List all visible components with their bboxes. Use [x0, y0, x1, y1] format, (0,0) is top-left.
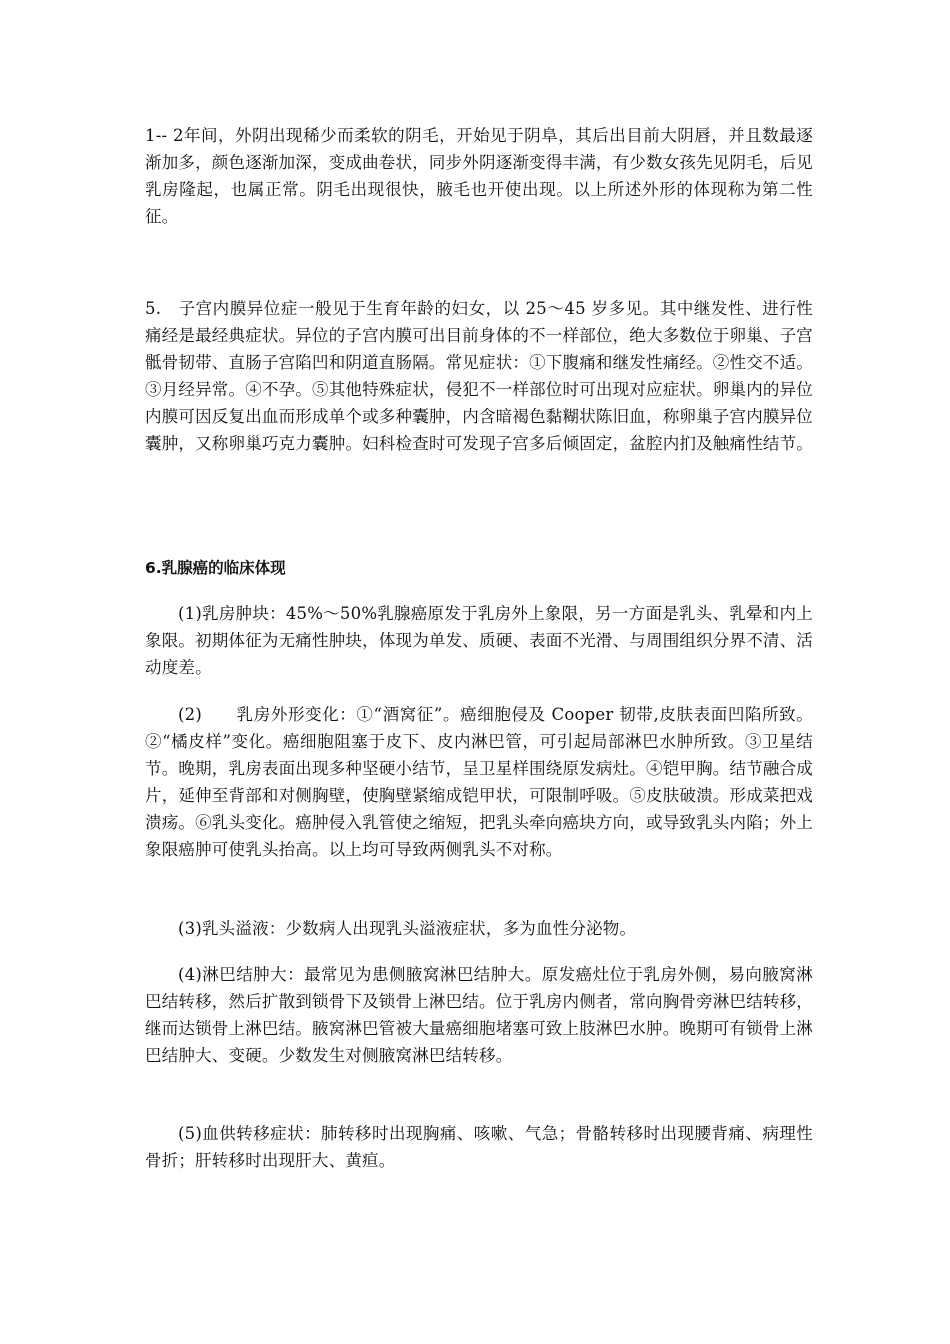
paragraph-secondary-sex-characteristics: 1-- 2年间，外阴出现稀少而柔软的阴毛，开始见于阴阜，其后出目前大阴唇，并且数最逐渐加多，颜色逐渐加深，变成曲卷状，同步外阴逐渐变得丰满，有少数女孩先见阴毛，后见乳房隆起，也属正常。阴毛出现很快，腋毛也开使出现。以上所述外形的体现称为第二性征。	[145, 126, 813, 226]
list-item-lymph-node-enlargement: (4)淋巴结肿大：最常见为患侧腋窝淋巴结肿大。原发癌灶位于乳房外侧，易向腋窝淋巴结转移，然后扩散到锁骨下及锁骨上淋巴结。位于乳房内侧者，常向胸骨旁淋巴结转移，继而达锁骨上淋巴结。腋窝淋巴管被大量癌细胞堵塞可致上肢淋巴水肿。晚期可有锁骨上淋巴结肿大、变硬。少数发生对侧腋窝淋巴结转移。	[145, 965, 813, 1065]
list-item-metastasis-symptoms: (5)血供转移症状：肺转移时出现胸痛、咳嗽、气急；骨骼转移时出现腰背痛、病理性骨折；肝转移时出现肝大、黄疸。	[145, 1124, 813, 1170]
list-item-nipple-discharge: (3)乳头溢液：少数病人出现乳头溢液症状，多为血性分泌物。	[178, 919, 637, 938]
list-item-breast-shape-change: (2) 乳房外形变化：①“酒窝征”。癌细胞侵及 Cooper 韧带,皮肤表面凹陷所致。②“橘皮样”变化。癌细胞阻塞于皮下、皮内淋巴管，可引起局部淋巴水肿所致。③卫星结节。晚期，乳房表面出现多种坚硬小结节，呈卫星样围绕原发病灶。④铠甲胸。结节融合成片，延伸至背部和对侧胸壁，使胸壁紧缩成铠甲状，可限制呼吸。⑤皮肤破溃。形成菜把戏溃疡。⑥乳头变化。癌肿侵入乳管使之缩短，把乳头牵向癌块方向，或导致乳头内陷；外上象限癌肿可使乳头抬高。以上均可导致两侧乳头不对称。	[145, 705, 813, 859]
section-heading-breast-cancer: 6.乳腺癌的临床体现	[145, 559, 286, 577]
list-item-breast-mass: (1)乳房肿块：45%～50%乳腺癌原发于乳房外上象限，另一方面是乳头、乳晕和内上象限。初期体征为无痛性肿块，体现为单发、质硬、表面不光滑、与周围组织分界不清、活动度差。	[145, 604, 813, 677]
paragraph-endometriosis: 5. 子宫内膜异位症一般见于生育年龄的妇女，以 25～45 岁多见。其中继发性、进行性痛经是最经典症状。异位的子宫内膜可出目前身体的不一样部位，绝大多数位于卵巢、子宫骶骨韧带、直肠子宫陷凹和阴道直肠隔。常见症状：①下腹痛和继发性痛经。②性交不适。③月经异常。④不孕。⑤其他特殊症状，侵犯不一样部位时可出现对应症状。卵巢内的异位内膜可因反复出血而形成单个或多种囊肿，内含暗褐色黏糊状陈旧血，称卵巢子宫内膜异位囊肿，又称卵巢巧克力囊肿。妇科检查时可发现子宫多后倾固定，盆腔内扪及触痛性结节。	[145, 299, 813, 453]
